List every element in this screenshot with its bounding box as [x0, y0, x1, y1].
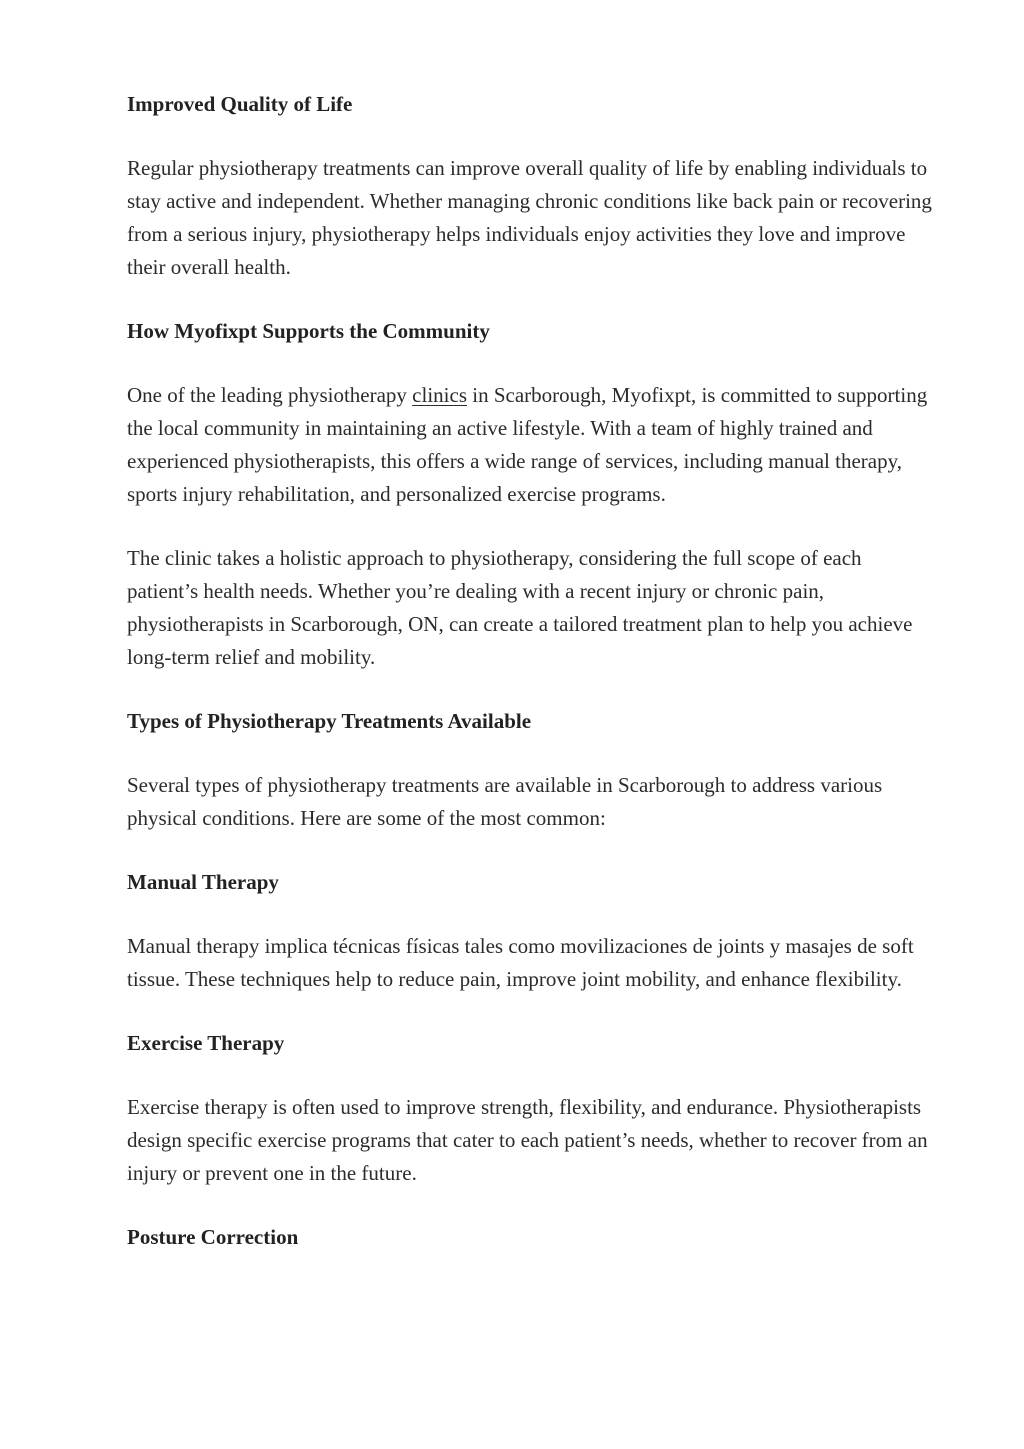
- article-body: [127, 88, 937, 1285]
- heading-manual-therapy: Manual Therapy: [127, 870, 279, 894]
- paragraph-text-after-link: in Scarborough, Myofixpt, is committed to supporting the local community in maintaining an active lifestyle. With a team of highly trained and experienced physiotherapists, this offers a wide range of services, including manual therapy, sports injury rehabilitation, and personalized exercise programs.: [127, 383, 928, 506]
- paragraph-text-before-link: One of the leading physiotherapy: [127, 383, 413, 407]
- heading-community-support: How Myofixpt Supports the Community: [127, 319, 490, 343]
- paragraph-exercise-therapy: Exercise therapy is often used to improve strength, flexibility, and endurance. Physiotherapists design specific exercise programs that cater to each patient’s needs, whether to recover from an injury or prevent one in the future.: [127, 1095, 928, 1185]
- paragraph-manual-therapy: Manual therapy implica técnicas físicas tales como movilizaciones de joints y masajes de soft tissue. These techniques help to reduce pain, improve joint mobility, and enhance flexibility.: [127, 934, 914, 991]
- paragraph-quality-of-life: Regular physiotherapy treatments can improve overall quality of life by enabling individuals to stay active and independent. Whether managing chronic conditions like back pain or recovering from a serious injury, physiotherapy helps individuals enjoy activities they love and improve their overall health.: [127, 156, 932, 279]
- heading-posture-correction: Posture Correction: [127, 1225, 299, 1249]
- clinics-link[interactable]: clinics: [412, 383, 467, 407]
- heading-improved-quality-of-life: Improved Quality of Life: [127, 92, 353, 116]
- paragraph-community-intro: [127, 379, 937, 511]
- heading-treatment-types: Types of Physiotherapy Treatments Available: [127, 709, 532, 733]
- heading-exercise-therapy: Exercise Therapy: [127, 1031, 285, 1055]
- paragraph-holistic-approach: The clinic takes a holistic approach to physiotherapy, considering the full scope of each patient’s health needs. Whether you’re dealing with a recent injury or chronic pain, physiotherapists in Scarborough, ON, can create a tailored treatment plan to help you achieve long-term relief and mobility.: [127, 546, 913, 669]
- paragraph-treatment-types: Several types of physiotherapy treatments are available in Scarborough to address various physical conditions. Here are some of the most common:: [127, 773, 883, 830]
